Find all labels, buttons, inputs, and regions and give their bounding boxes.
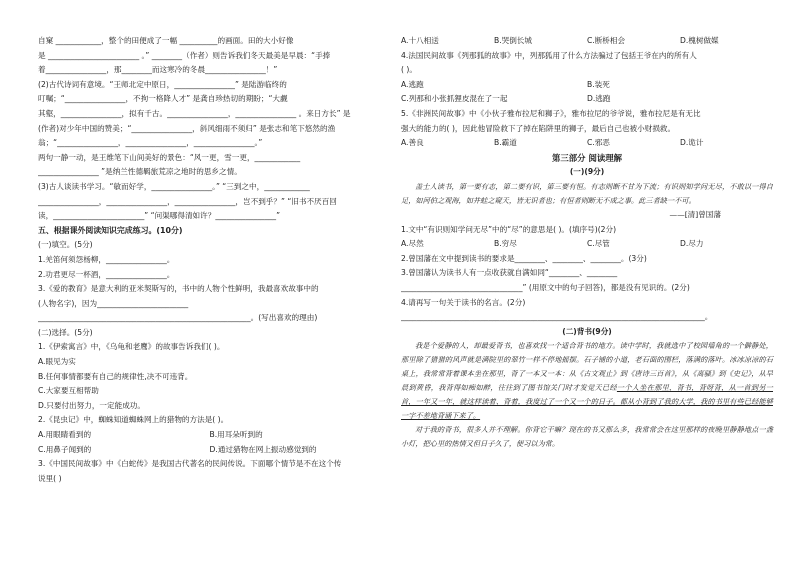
passage-two-paragraph (401, 339, 773, 423)
passage-text: 《唐诗三百首》，从《离骚》到《史记》，从早晨到黄昏，我背得如痴如醉，往往到了图书馆关门时才发觉天已经 (401, 369, 773, 393)
text-line: 其壑，________________，拟有千古。________________，________________ 。来日方长” 是 (38, 108, 351, 118)
text-line: 两句一静一动，是王维笔下山间美好的景色：“风一更，雪一更，____________ (38, 152, 301, 162)
question: 4.法国民间故事《列那狐的故事》中，列那狐用了什么方法骗过了包括王爷在内的所有人 (401, 50, 697, 60)
question: 1.《伊索寓言》中，《乌龟和老鹰》的故事告诉我们( )。 (38, 342, 225, 352)
option: A.尽然 (401, 239, 424, 249)
passage-two-paragraph (401, 423, 773, 451)
option: D.只要付出努力，一定能成功。 (38, 400, 145, 410)
text-line: 自窠 ____________，整个的田便成了一幅 __________的画面。田的大小好像 (38, 36, 294, 45)
part-one-heading: (一)填空。(5分) (38, 240, 93, 250)
passage-text: 但日子久了，便习以为常。 (472, 439, 560, 449)
option: C.断桥相会 (587, 36, 626, 45)
passage-one-author: ——[清]曾国藩 (669, 209, 721, 219)
question: 2.功君更尽一杯酒，________________。 (38, 269, 175, 279)
question: 2.曾国藩在文中提到读书的要求是________、________、________。(3分) (401, 253, 647, 263)
options-row (401, 78, 773, 93)
text-line: 着________________，那________而这寒冷的冬晨________________！” (38, 65, 278, 75)
question: 3.曾国藩认为读书人有一点收获就自满如同“________、________ (401, 268, 618, 278)
option: B.用耳朵听到的 (209, 430, 263, 440)
answer-line: ________________________________________________________________________________。 (401, 312, 713, 322)
passage-one-heading: (一)(9分) (569, 167, 605, 177)
text-line: 是 ________________________ 。” ________（作者）则告诉我们冬天最美是早晨：“手捧 (38, 50, 331, 60)
options-row (401, 92, 773, 107)
underlined-passage-text: 一个人坐在那里，背书，背呀背，从一首到另一首，一年又一年， (401, 383, 773, 407)
question: 2.《昆虫记》中，蜘蛛知道蜘蛛网上的猎物的方法是( )。 (38, 415, 229, 425)
option: C.列那和小张抓狸皮混在了一起 (401, 94, 508, 104)
text-line: ________________ ”是纳兰性德羁旅荒凉之地时的思乡之情。 (38, 167, 242, 177)
section-five-title: 五、根据课外阅读知识完成练习。(10分) (38, 225, 183, 235)
question-cont: 强大的能力的( )，因此他冒险救下了掉在陷阱里的狮子，最后自己也被小财损救。 (401, 123, 676, 133)
option: C.邪恶 (587, 138, 610, 148)
options-row (401, 237, 773, 252)
option: A.眼见为实 (38, 357, 76, 367)
text-line: (3)古人谈读书学习。“敏而好学，________________。” “三到之中，____________ (38, 181, 310, 191)
text-line: (作者)对少年中国的赞美；“________________，斜风细雨不须归” 是张志和笔下悠然的渔 (38, 123, 336, 133)
option: B.霸道 (494, 138, 517, 148)
option: A.用眼睛看到的 (38, 430, 92, 440)
option: C.大家要互相帮助 (38, 386, 99, 396)
passage-one-text: 盖士人读书，第一要有志，第二要有识，第三要有恒。有志则断不甘为下流；有识则知学问无尽，不敢以一得自足，如河伯之观海，如井蛙之窥天，皆无识者也；有恒者则断无不成之事。此三者缺一不可。 (401, 181, 773, 205)
option: D.诡计 (680, 138, 704, 148)
question-cont: ( )。 (401, 65, 417, 75)
passage-text: 的一个僻静处，那里除了猎猎的风声就是满院里的翠竹一样不停地摇摆。石子铺的小道，老石面的围栏，落满的落叶。冰冰凉凉的石桌上，我常常背着课本坐在那里，背了一本又一本：从《古文观止》到 (401, 341, 773, 379)
passage-text: 对于我的背书，很多人并不理解。你背它干嘛？现在的书又那么多，我常常会在这里那样的夜晚里静静地点一盏小灯，把心里的热情又 (401, 425, 773, 449)
option: D.槐树做媒 (680, 36, 719, 45)
left-column (38, 34, 381, 486)
question-cont: 说里( ) (38, 473, 62, 483)
options-row (401, 136, 773, 151)
option: D.通过猎物在网上振动感觉到的 (209, 444, 317, 454)
question: 3.《爱的教育》是意大利的亚米契斯写的，书中的人物个性鲜明，我最喜欢故事中的 (38, 284, 319, 294)
part-two-heading: (二)选择。(5分) (38, 327, 93, 337)
right-column (401, 34, 773, 451)
underlined-passage-text: 我的书里有些已经能够一字不差地背诵下来了。 (401, 397, 773, 421)
text-line: 叮嘱；“________________，不拘一格降人才” 是龚自珍热切的期盼；“大觑 (38, 94, 288, 104)
option: B.穷尽 (494, 239, 517, 249)
option: B.哭倒长城 (494, 36, 532, 45)
option: D.逃跑 (587, 94, 611, 104)
option: D.尽力 (680, 239, 704, 249)
question: 4.请再写一句关于读书的名言。(2分) (401, 297, 526, 307)
option: A.逃跑 (401, 79, 424, 89)
question-cont: (人物名字)，因为________________________ (38, 298, 189, 308)
question: 1.文中“有识则知学问无尽”中的“尽”的意思是( )。(填序号)(2分) (401, 224, 617, 234)
passage-text: 我是个爱静的人，却最爱背书，也喜欢找一个适合背书的地方。读中学时，我就选中了校园墙角 (415, 341, 722, 351)
passage-two-heading: (二)背书(9分) (562, 326, 612, 336)
text-line: (2)古代诗词有意境。“王师北定中原日，________________” 是陆游临终的 (38, 79, 287, 89)
option: A.善良 (401, 138, 424, 148)
option: B.任何事情都要有自己的规律性,决不可违背。 (38, 371, 193, 381)
text-line: 读，________________________” “问渠哪得清如许？________________” (38, 211, 281, 221)
question: 5.《非洲民间故事》中《小伙子雅布拉尼和狮子》，雅布拉尼的爷爷说，雅布拉尼是有无比 (401, 108, 701, 118)
question-cont: ________________________________” (用原文中的句子回答)，都是没有见识的。(2分) (401, 282, 690, 292)
question: 1.羌笛何须怨杨柳，________________。 (38, 254, 175, 264)
underlined-passage-text: 就这样读着、背着，我度过了一个又一个的日子。都从小背到了我的大学， (459, 397, 701, 407)
options-row (401, 34, 773, 49)
text-line: 翁；“________________，________________，________________。” (38, 138, 263, 148)
options-row (38, 443, 381, 458)
question-cont: ________________________________________________________。(写出喜欢的理由) (38, 313, 318, 323)
text-line: ________________，________________，________________，岂不到乎？” “旧书不厌百回 (38, 196, 337, 206)
part-three-title: 第三部分 阅读理解 (552, 152, 622, 163)
option: C.用鼻子闻到的 (38, 444, 92, 454)
option: C.尽管 (587, 239, 610, 249)
options-row (38, 428, 381, 443)
option: B.装死 (587, 79, 610, 89)
option: A.十八相送 (401, 36, 439, 45)
question: 3.《中国民间故事》中《白蛇传》是我国古代著名的民间传说。下面哪个情节是不在这个传 (38, 459, 342, 469)
